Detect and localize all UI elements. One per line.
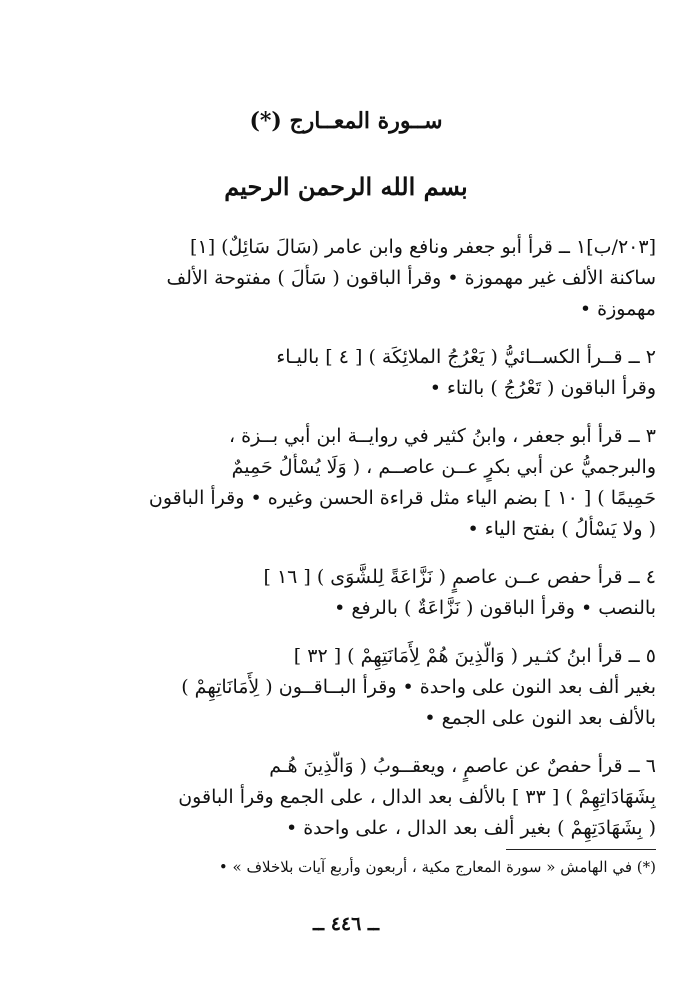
text-line: ٥ ــ قرأ ابنُ كثـير ( وَالَّذِينَ هُمْ لِأَمَانَتِهِمْ ) [ ٣٢ ]	[293, 645, 656, 667]
text-line: ٤ ــ قرأ حفص عــن عاصمٍ ( نَزَّاعَةً لِلشَّوَى ) [ ١٦ ]	[263, 566, 656, 588]
text-line: بغير ألف بعد النون على واحدة • وقرأ البــاقــون ( لِأَمَانَاتِهِمْ )	[181, 676, 656, 698]
main-text	[36, 232, 656, 861]
footnote: (*) في الهامش « سورة المعارج مكية ، أربعون وأربع آيات بلاخلاف » •	[218, 858, 656, 876]
text-line: ( بِشَهَادَتِهِمْ ) بغير ألف بعد الدال ، على واحدة •	[285, 817, 656, 839]
paragraph-3	[36, 421, 656, 545]
text-line: [٢٠٣/ب]١ ــ قرأ أبو جعفر ونافع وابن عامر (سَالَ سَائِلٌ) [١]	[190, 236, 656, 258]
paragraph-1	[36, 232, 656, 325]
paragraph-4	[36, 562, 656, 624]
text-line: ٣ ــ قرأ أبو جعفر ، وابنُ كثير في روايــة ابن أبي بــزة ،	[228, 425, 656, 447]
surah-title: ســورة المعــارج (*)	[249, 108, 443, 134]
text-line: بالنصب • وقرأ الباقون ( نَزَّاعَةٌ ) بالرفع •	[334, 597, 656, 619]
text-line: ٦ ــ قرأ حفصٌ عن عاصمٍ ، ويعقــوبُ ( وَالَّذِينَ هُـم	[269, 755, 656, 777]
text-line: بِشَهَادَاتِهِمْ ) [ ٣٣ ] بالألف بعد الدال ، على الجمع وقرأ الباقون	[178, 786, 656, 808]
page-number: ــ ٤٤٦ ــ	[312, 913, 380, 935]
paragraph-6	[36, 751, 656, 844]
text-line: وقرأ الباقون ( تَعْرُجُ ) بالتاء •	[429, 377, 656, 399]
paragraph-5	[36, 641, 656, 734]
text-line: حَمِيمًا ) [ ١٠ ] بضم الياء مثل قراءة الحسن وغيره • وقرأ الباقون	[148, 487, 656, 509]
text-line: مهموزة •	[579, 298, 656, 320]
text-line: والبرجميُّ عن أبي بكرٍ عــن عاصــم ، ( وَلَا يُسْأَلُ حَمِيمٌ	[231, 456, 656, 478]
text-line: ( ولا يَسْأَلُ ) بفتح الياء •	[467, 518, 656, 540]
basmala-heading: بسم الله الرحمن الرحيم	[224, 172, 468, 201]
footnote-separator	[506, 849, 656, 850]
text-line: ساكنة الألف غير مهموزة • وقرأ الباقون ( سَأَلَ ) مفتوحة الألف	[166, 267, 656, 289]
text-line: ٢ ــ قــرأ الكســائيُّ ( يَعْرُجُ الملائِكَة ) [ ٤ ] باليـاء	[276, 346, 656, 368]
paragraph-2	[36, 342, 656, 404]
text-line: بالألف بعد النون على الجمع •	[424, 707, 656, 729]
